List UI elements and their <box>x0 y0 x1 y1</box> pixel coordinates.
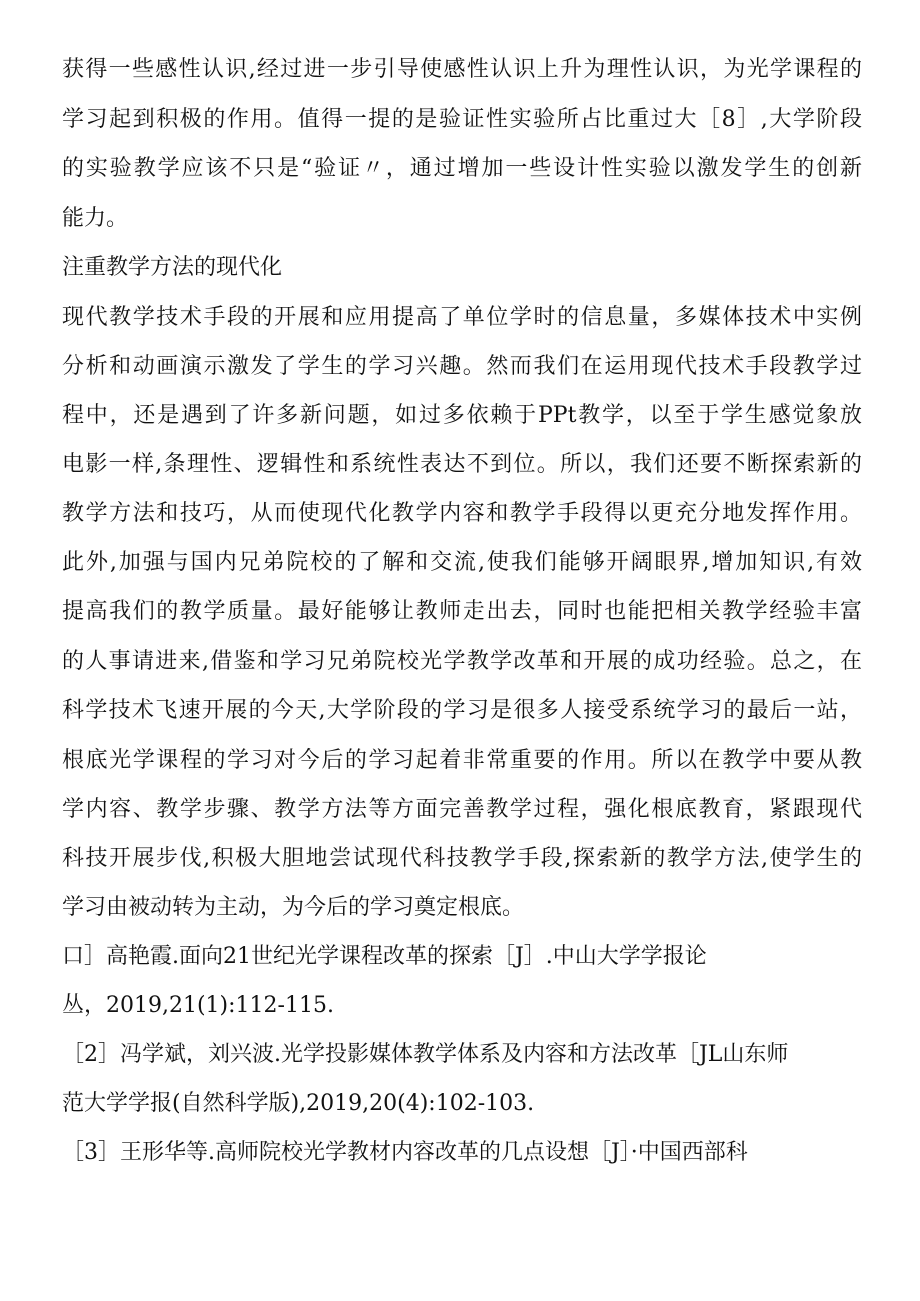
text-line: ［2］冯学斌，刘兴波.光学投影媒体教学体系及内容和方法改革［JL山东师 <box>62 1042 789 1067</box>
text-line: 学习由被动转为主动，为今后的学习奠定根底。 <box>62 895 525 920</box>
text-line: 程中，还是遇到了许多新问题，如过多依赖于PPt教学，以至于学生感觉象放 <box>62 403 862 428</box>
text-line: 能力。 <box>62 206 129 231</box>
text-line: 的实验教学应该不只是“验证〃，通过增加一些设计性实验以激发学生的创新 <box>62 156 862 181</box>
text-line: 学内容、教学步骤、教学方法等方面完善教学过程，强化根底教育，紧跟现代 <box>62 797 862 822</box>
text-line: 根底光学课程的学习对今后的学习起着非常重要的作用。所以在教学中要从教 <box>62 748 862 773</box>
text-line: 分析和动画演示激发了学生的学习兴趣。然而我们在运用现代技术手段教学过 <box>62 354 862 379</box>
text-line: 范大学学报(自然科学版),2019,20(4):102-103. <box>62 1091 535 1116</box>
text-line: 注重教学方法的现代化 <box>62 255 283 280</box>
text-line: 获得一些感性认识,经过进一步引导使感性认识上升为理性认识，为光学课程的 <box>62 57 862 82</box>
text-line: 口］高艳霞.面向21世纪光学课程改革的探索［J］.中山大学学报论 <box>62 944 707 969</box>
text-line: 科学技术飞速开展的今天,大学阶段的学习是很多人接受系统学习的最后一站， <box>62 698 862 723</box>
text-line: ［3］王形华等.高师院校光学教材内容改革的几点设想［J］·中国西部科 <box>62 1140 748 1165</box>
text-line: 丛，2019,21(1):112-115. <box>62 993 334 1018</box>
text-line: 提高我们的教学质量。最好能够让教师走出去，同时也能把相关教学经验丰富 <box>62 599 862 624</box>
text-line: 此外,加强与国内兄弟院校的了解和交流,使我们能够开阔眼界,增加知识,有效 <box>62 550 862 575</box>
text-line: 现代教学技术手段的开展和应用提高了单位学时的信息量，多媒体技术中实例 <box>62 305 862 330</box>
text-line: 学习起到积极的作用。值得一提的是验证性实验所占比重过大［8］,大学阶段 <box>62 107 862 132</box>
text-line: 的人事请进来,借鉴和学习兄弟院校光学教学改革和开展的成功经验。总之，在 <box>62 649 862 674</box>
text-line: 电影一样,条理性、逻辑性和系统性表达不到位。所以，我们还要不断探索新的 <box>62 452 862 477</box>
text-line: 教学方法和技巧，从而使现代化教学内容和教学手段得以更充分地发挥作用。 <box>62 501 862 526</box>
text-line: 科技开展步伐,积极大胆地尝试现代科技教学手段,探索新的教学方法,使学生的 <box>62 846 862 871</box>
